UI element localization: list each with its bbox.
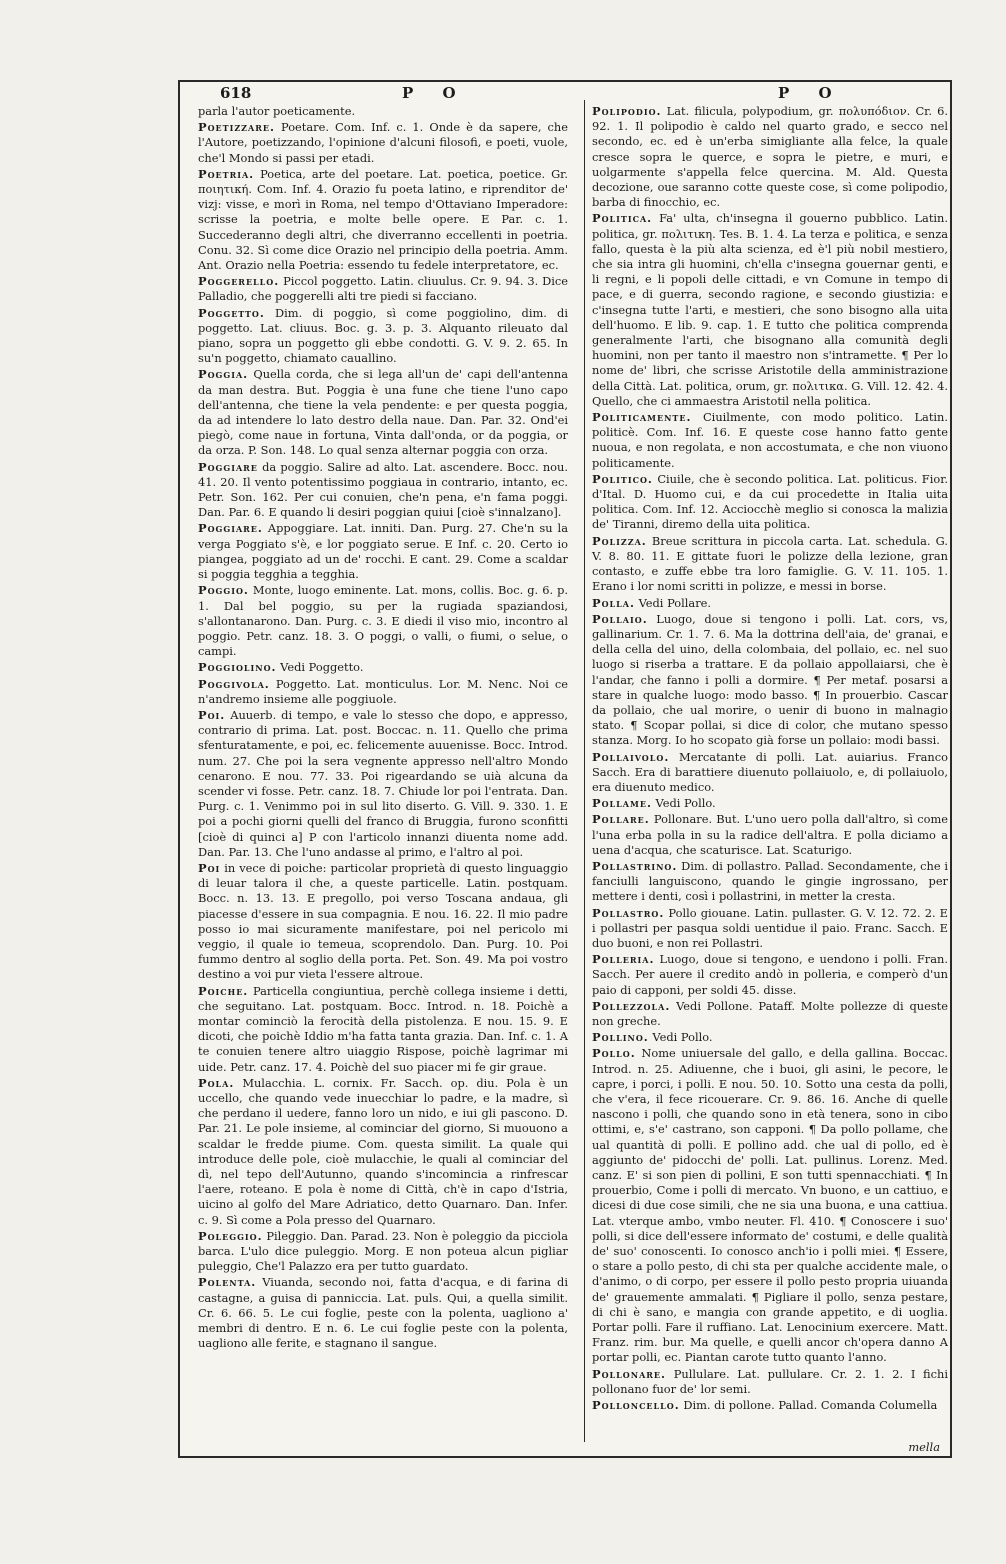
entry-headword: Pollezzola. <box>592 998 671 1013</box>
left-column <box>198 104 568 1352</box>
dictionary-entry <box>592 104 948 210</box>
dictionary-entry <box>198 1229 568 1275</box>
running-head-right: P O <box>778 84 844 102</box>
dictionary-entry <box>592 812 948 858</box>
dictionary-entry <box>592 410 948 471</box>
dictionary-entry <box>198 367 568 458</box>
entry-headword: Polleria. <box>592 952 655 967</box>
entry-headword: Pollare. <box>592 812 650 827</box>
dictionary-entry <box>198 306 568 367</box>
entry-headword: Pollo. <box>592 1046 636 1061</box>
dictionary-entry <box>198 1076 568 1228</box>
entry-text: Dim. di poggio, sì come poggiolino, dim. di poggetto. Lat. cliuus. Boc. g. 3. p. 3. Alquanto rileuato dal piano, sopra un poggetto gli ebbe condotti. G. V. 9. 2. 65. In su'n poggetto, chiamato cauallino. <box>198 305 568 366</box>
dictionary-entry <box>198 677 568 707</box>
entry-headword: Poiche. <box>198 983 249 998</box>
entry-text: Pullulare. Lat. pullulare. Cr. 2. 1. 2. I fichi pollonano fuor de' lor semi. <box>592 1366 948 1396</box>
entry-headword: Poetizzare. <box>198 120 275 135</box>
entry-text: Poetare. Com. Inf. c. 1. Onde è da sapere, che l'Autore, poetizzando, l'opinione d'alcuni filosofi, e poeti, vuole, che'l Mondo si passi per etadi. <box>198 120 569 165</box>
entry-headword: Pollaivolo. <box>592 749 670 764</box>
entry-headword: Poi <box>198 860 221 875</box>
entry-headword: Poggiare. <box>198 521 263 536</box>
entry-text: Vedi Pollone. Pataff. Molte pollezze di queste non greche. <box>592 998 949 1028</box>
entry-headword: Pollonare. <box>592 1366 666 1381</box>
entry-text: Pollonare. But. L'uno uero polla dall'altro, sì come l'una erba polla in su la radice dell'altra. E polla diciamo a uena d'acqua, che scaturisce. Lat. Scaturigo. <box>592 812 948 857</box>
dictionary-entry <box>198 104 568 119</box>
dictionary-entry <box>592 534 948 595</box>
dictionary-entry <box>198 167 568 273</box>
dictionary-entry <box>592 472 948 533</box>
entry-headword: Politica. <box>592 211 653 226</box>
entry-text: Poetica, arte del poetare. Lat. poetica, poetice. Gr. ποιητική. Com. Inf. 4. Orazio fu poeta latino, e riprenditor de' vizj: visse, e morì in Roma, nel tempo d'Ottaviano Imperadore: scrisse la poetria, e molte belle opere. E Par. c. 1. Succederanno degli altri, che diverranno eccellenti in poetria. Conu. 32. Sì come dice Orazio nel principio della poetria. Amm. Ant. Orazio nella Poetria: essendo tu fedele interpretatore, ec. <box>198 166 568 273</box>
dictionary-entry <box>592 596 948 611</box>
entry-headword: Politicamente. <box>592 410 692 425</box>
dictionary-entry <box>592 750 948 796</box>
entry-headword: Polizza. <box>592 533 647 548</box>
entry-text: Pollo giouane. Latin. pullaster. G. V. 12. 72. 2. E i pollastri per pasqua soldi uentidue il paio. Franc. Sacch. E duo buoni, e non rei Pollastri. <box>592 905 948 950</box>
dictionary-entry <box>592 612 948 749</box>
entry-text: parla l'autor poeticamente. <box>198 104 356 118</box>
entry-headword: Poggio. <box>198 583 249 598</box>
entry-text: Vedi Poggetto. <box>280 660 364 675</box>
entry-headword: Poi. <box>198 707 226 722</box>
entry-headword: Pollastro. <box>592 905 665 920</box>
page-frame <box>178 80 952 1458</box>
dictionary-entry <box>592 1030 948 1045</box>
entry-headword: Polipodio. <box>592 104 662 118</box>
entry-headword: Poggiare <box>198 459 258 474</box>
running-head-left: P O <box>402 84 468 102</box>
entry-headword: Polenta. <box>198 1275 257 1290</box>
entry-headword: Poetria. <box>198 166 255 181</box>
entry-text: Auuerb. di tempo, e vale lo stesso che dopo, e appresso, contrario di prima. Lat. post. Boccac. n. 11. Quello che prima sfenturatamente, e poi, ec. felicemente auuenisse. Bocc. Introd. num. 27. Che poi la sera vegnente appresso nell'altro Mondo cenarono. E nou. 77. 33. Poi rigeardando se uià alcuna da scender vi fosse. Petr. canz. 18. 7. Chiude lor poi l'entrata. Dan. Purg. c. 1. Venimmo poi in sul lito diserto. G. Vill. 9. 330. 1. E poi a pochi giorni quelli del franco di Bruggia, furono sconfitti [cioè di quinci a] P con l'articolo innanzi diuenta nome add. Dan. Par. 13. Che l'uno andasse al primo, e l'altro al poi. <box>198 707 568 859</box>
dictionary-entry <box>198 460 568 521</box>
dictionary-entry <box>592 1398 948 1413</box>
entry-text: Appoggiare. Lat. inniti. Dan. Purg. 27. Che'n su la verga Poggiato s'è, e lor poggiato serue. E Inf. c. 20. Certo io piangea, poggiato ad un de' rocchi. E cant. 29. Come a scaldar si poggia tegghia a tegghia. <box>198 521 568 582</box>
entry-text: Piccol poggetto. Latin. cliuulus. Cr. 9. 94. 3. Dice Palladio, che poggerelli alti tre piedi si facciano. <box>198 274 568 304</box>
entry-text: Mulacchia. L. cornix. Fr. Sacch. op. diu. Pola è un uccello, che quando vede inuecchiar lo padre, e la madre, sì che perdano il uedere, fanno loro un nido, e iui gli pascono. D. Par. 21. Le pole insieme, al cominciar del giorno, Si muouono a scaldar le fredde piume. Com. questa similit. La quale qui introduce delle pole, cioè mulacchie, le quali al cominciar del dì, nel tepo dell'Autunno, quando s'incomincia a rinfrescar l'aere, roteano. E pola è nome di Città, ch'è in capo d'Istria, uicino al golfo del Mare Adriatico, detto Quarnaro. Dan. Infer. c. 9. Sì come a Pola presso del Quarnaro. <box>198 1075 569 1227</box>
entry-headword: Pollastrino. <box>592 858 678 873</box>
dictionary-entry <box>198 120 568 166</box>
entry-text: Dim. di pollastro. Pallad. Secondamente, che i fanciulli languiscono, quando le gingie ingrossano, per mettere i denti, così i pollastrini, in metter la cresta. <box>592 858 949 904</box>
entry-text: Breue scrittura in piccola carta. Lat. schedula. G. V. 8. 80. 11. E gittate fuori le polizze della lezione, gran contasto, e zuffe ebbe tra loro famiglie. G. V. 11. 105. 1. Erano i lor nomi scritti in polizze, e messi in borse. <box>592 533 948 594</box>
entry-text: Mercatante di polli. Lat. auiarius. Franco Sacch. Era di barattiere diuenuto pollaiuolo, e, di pollaiuolo, era diuenuto medico. <box>592 749 948 794</box>
entry-text: Pileggio. Dan. Parad. 23. Non è poleggio da picciola barca. L'ulo dice puleggio. Morg. E non poteua alcun pigliar puleggio, Che'l Palazzo era per tutto guardato. <box>198 1228 568 1274</box>
entry-headword: Pollaio. <box>592 611 648 626</box>
entry-headword: Politico. <box>592 471 653 486</box>
dictionary-entry <box>198 274 568 304</box>
dictionary-entry <box>198 583 568 659</box>
catchword: mella <box>908 1440 940 1454</box>
dictionary-entry <box>592 999 948 1029</box>
dictionary-entry <box>198 1275 568 1351</box>
entry-headword: Poggetto. <box>198 305 265 320</box>
entry-headword: Pollino. <box>592 1030 649 1045</box>
entry-text: Luogo, doue si tengono i polli. Lat. cors, vs, gallinarium. Cr. 1. 7. 6. Ma la dottrina dell'aia, de' granai, e della cella del uino, della colombaia, del pollaio, ec. nel suo luogo si riserba a trattare. E da pollaio appollaiarsi, che è l'andar, che fanno i polli a dormire. ¶ Per metaf. posarsi a stare in qualche luogo: modo basso. ¶ In prouerbio. Cascar da pollaio, che ual morire, o uenir di buono in malnagio stato. ¶ Scopar pollai, si dice di color, che mutano spesso stanza. Morg. Io ho scopato già forse un pollaio: modi bassi. <box>592 611 948 748</box>
dictionary-entry <box>198 708 568 860</box>
entry-headword: Poggiolino. <box>198 660 277 675</box>
entry-headword: Poggerello. <box>198 274 280 289</box>
entry-headword: Polloncello. <box>592 1398 680 1413</box>
entry-headword: Poggia. <box>198 367 249 382</box>
page-number: 618 <box>220 84 252 102</box>
dictionary-entry <box>198 521 568 582</box>
entry-text: Quella corda, che si lega all'un de' capi dell'antenna da man destra. But. Poggia è una fune che tiene l'uno capo dell'antenna, che tiene la vela pendente: e per questa poggia, da ad intendere lo lato destro della naue. Dan. Par. 32. Ond'ei piegò, come naue in fortuna, Vinta dall'onda, or da poggia, or da orza. P. Son. 148. Lo qual senza alternar poggia con orza. <box>198 367 568 458</box>
dictionary-entry <box>198 660 568 675</box>
dictionary-entry <box>592 952 948 998</box>
dictionary-entry <box>592 211 948 409</box>
entry-text: Vedi Pollare. <box>638 595 712 610</box>
entry-headword: Poleggio. <box>198 1228 263 1243</box>
dictionary-entry <box>198 984 568 1075</box>
entry-text: Dim. di pollone. Pallad. Comanda Columella <box>683 1398 938 1413</box>
entry-headword: Pollame. <box>592 796 652 811</box>
entry-text: Vedi Pollo. <box>652 1030 713 1045</box>
entry-text: Monte, luogo eminente. Lat. mons, collis. Boc. g. 6. p. 1. Dal bel poggio, su per la rugiada spaziandosi, s'allontanarono. Dan. Purg. c. 3. E diedi il viso mio, incontro al poggio. Petr. canz. 18. 3. O poggi, o valli, o fiumi, o selue, o campi. <box>198 583 568 659</box>
dictionary-entry <box>592 1367 948 1397</box>
entry-text: Fa' ulta, ch'insegna il gouerno pubblico. Latin. politica, gr. πολιτικη. Tes. B. 1. 4. La terza e politica, e senza fallo, questa è la più alta scienza, ed è'l più nobil mestiero, che sia intra gli huomini, ch'ella c'insegna gouernar genti, e li regni, e li popoli delle cittadi, e vn Comune in tempo di pace, e di guerra, secondo ragione, e secondo giustizia: e c'insegna tutte l'arti, e mestieri, che sono bisogno alla uita dell'huomo. E lib. 9. cap. 1. E tutto che politica comprenda generalmente l'arti, che bisognano alla comunità degli huomini, non per tanto il maestro non s'intramette. ¶ Per lo nome de' libri, che scrisse Aristotile della amministrazione della Città. Lat. politica, orum, gr. πολιτικα. G. Vill. 12. 42. 4. Quello, che ci ammaestra Aristotil nella politica. <box>592 211 948 408</box>
column-rule <box>584 100 585 1442</box>
entry-headword: Poggivola. <box>198 676 270 691</box>
entry-text: da poggio. Salire ad alto. Lat. ascendere. Bocc. nou. 41. 20. Il vento potentissimo poggiaua in contrario, intanto, ec. Petr. Son. 162. Per cui conuien, che'n pena, e'n fama poggi. Dan. Par. 6. E quando li desiri poggian quiui [cioè s'innalzano]. <box>198 459 568 520</box>
entry-headword: Polla. <box>592 595 635 610</box>
page-header <box>180 82 950 102</box>
entry-text: Viuanda, secondo noi, fatta d'acqua, e di farina di castagne, a guisa di panniccia. Lat. puls. Qui, a quella similit. Cr. 6. 66. 5. Le cui foglie, peste con la polenta, uagliono a' membri di dentro. E n. 6. Le cui foglie peste con la polenta, uagliono alle ferite, e stagnano il sangue. <box>198 1275 568 1351</box>
entry-text: Nome uniuersale del gallo, e della gallina. Boccac. Introd. n. 25. Adiuenne, che i buoi, gli asini, le pecore, le capre, i porci, i polli. E nou. 50. 10. Sotto una cesta da polli, che v'era, il fece ricouerare. Cr. 9. 86. 16. Anche di quelle nascono i polli, che quando sono in età tenera, sono in cibo ottimi, e, s'e' castrano, son capponi. ¶ Da pollo pollame, che ual quantità di polli. E pollino add. che ual di pollo, ed è aggiunto de' pidocchi de' polli. Lat. pullinus. Lorenz. Med. canz. E' si son pien di pollini, E son tutti spennacchiati. ¶ In prouerbio, Come i polli di mercato. Vn buono, e un cattiuo, e dicesi di due cose simili, che ne sia una buona, e una cattiua. Lat. vterque ambo, vmbo neuter. Fl. 410. ¶ Conoscere i suo' polli, si dice dell'essere informato de' costumi, e delle qualità de' suo' conoscenti. Io conosco anch'io i polli miei. ¶ Essere, o stare a pollo pesto, di chi sta per qualche accidente male, o d'animo, o di corpo, per essere il pollo pesto propria uiuanda de' grauemente ammalati. ¶ Pigliare il pollo, senza pestare, di chi è sano, e mangia con grande appetito, e di uoglia. Portar polli. Fare il ruffiano. Lat. Lenocinium exercere. Matt. Franz. rim. bur. Ma quelle, e quelli ancor ch'opera danno A portar polli, ec. Piantan carote tutto quanto l'anno. <box>592 1046 949 1365</box>
dictionary-entry <box>592 1046 948 1365</box>
entry-text: Luogo, doue si tengono, e uendono i polli. Fran. Sacch. Per auere il credito andò in polleria, e comperò d'un paio di capponi, per soldi 45. disse. <box>592 952 949 997</box>
entry-text: Poggetto. Lat. monticulus. Lor. M. Nenc. Noi ce n'andremo insieme alle poggiuole. <box>198 676 568 706</box>
dictionary-entry <box>592 906 948 952</box>
entry-text: Ciuile, che è secondo politica. Lat. politicus. Fior. d'Ital. D. Huomo cui, e da cui procedette in Italia uita politica. Com. Inf. 12. Acciocchè meglio si conosca la malizia de' Tiranni, diremo della uita politica. <box>592 471 949 532</box>
entry-text: Particella congiuntiua, perchè collega insieme i detti, che seguitano. Lat. postquam. Bocc. Introd. n. 18. Poichè a montar cominciò la ferocità della pistolenza. E nou. 15. 9. E dicoti, che poichè Iddio m'ha fatta tanta grazia. Dan. Inf. c. 1. A te conuien tenere altro uiaggio Rispose, poichè lagrimar mi uide. Petr. canz. 17. 4. Poichè del suo piacer mi fe gir graue. <box>198 983 568 1074</box>
entry-text: Ciuilmente, con modo politico. Latin. politicè. Com. Inf. 16. E queste cose hanno fatto gente nuoua, e non regolata, e non accostumata, e che non viuono politicamente. <box>592 410 949 470</box>
dictionary-entry <box>592 859 948 905</box>
entry-text: Lat. filicula, polypodium, gr. πολυπόδιον. Cr. 6. 92. 1. Il polipodio è caldo nel quarto grado, e secco nel secondo, ec. ed è un'erba simigliante alla felce, la quale cresce sopra le querce, e sopra le pietre, e muri, e uolgarmente s'appella felce quercina. M. Ald. Questa decozione, oue saranno cotte queste cose, sì come polipodio, barba di finocchio, ec. <box>592 104 949 210</box>
entry-headword: Pola. <box>198 1075 235 1090</box>
dictionary-entry <box>198 861 568 983</box>
dictionary-entry <box>592 796 948 811</box>
right-column <box>592 104 948 1414</box>
entry-text: Vedi Pollo. <box>655 796 716 811</box>
entry-text: in vece di poiche: particolar proprietà di questo linguaggio di leuar talora il che, a queste particelle. Latin. postquam. Bocc. n. 13. 13. E pregollo, poi verso Toscana andaua, gli piacesse d'essere in sua compagnia. E nou. 16. 22. Il mio padre posso io mai sicuramente manifestare, poi nel pericolo mi veggio, il quale io temeua, scoprendolo. Dan. Purg. 10. Poi fummo dentro al soglio della porta. Pet. Son. 49. Ma poi vostro destino a voi pur vieta l'essere altroue. <box>198 860 569 982</box>
